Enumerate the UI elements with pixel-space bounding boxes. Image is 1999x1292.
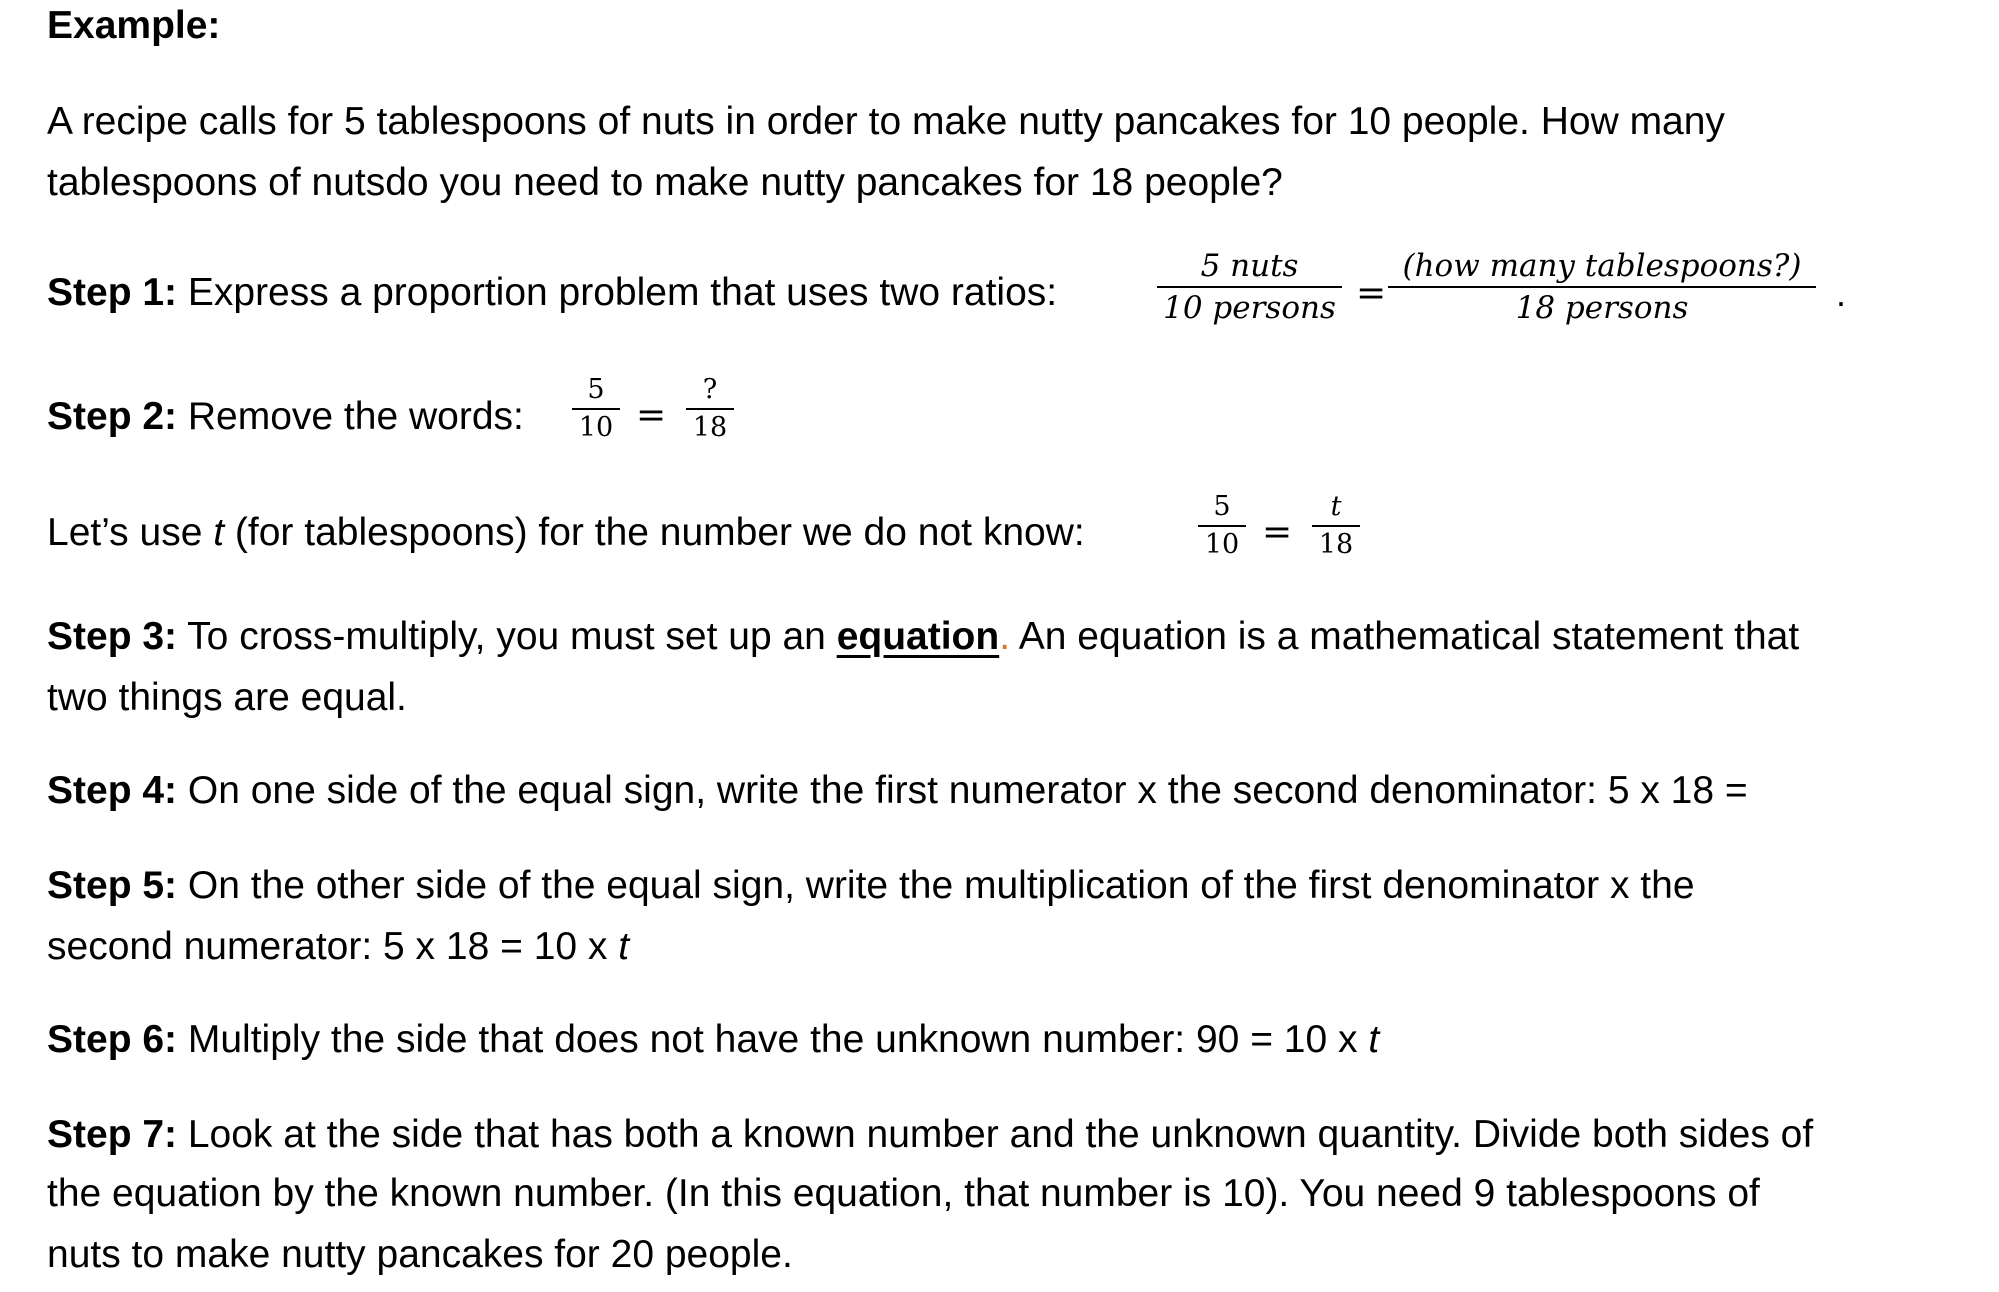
- lets-use-variable: t: [213, 511, 225, 554]
- step7-line-1: [47, 1111, 1813, 1159]
- step1-text: Express a proportion problem that uses two ratios:: [177, 271, 1058, 314]
- step1-frac1-numerator: 5 nuts: [1200, 248, 1299, 284]
- step1-frac2-numerator: (how many tablespoons?): [1402, 248, 1802, 284]
- step3-dot: .: [999, 615, 1011, 658]
- step2-frac1-denominator: 10: [578, 412, 614, 443]
- step1-fraction-1: [1157, 246, 1342, 328]
- example-heading: [47, 2, 220, 50]
- step1-line: [47, 269, 1057, 317]
- step3-line-2: two things are equal.: [47, 676, 407, 719]
- lets-use-frac2-numerator: t: [1330, 491, 1342, 522]
- lets-use-pre: Let’s use: [47, 511, 214, 554]
- lets-use-equals: =: [1262, 512, 1293, 553]
- step3-label: Step 3:: [47, 615, 178, 658]
- lets-use-line: [47, 509, 1085, 557]
- step1-period: .: [1836, 273, 1847, 314]
- step2-frac1-numerator: 5: [587, 374, 605, 405]
- step6-variable: t: [1368, 1018, 1380, 1061]
- step1-label: Step 1:: [47, 271, 178, 314]
- step4-text: On one side of the equal sign, write the first numerator x the second denominator: 5 x 18 =: [177, 769, 1748, 812]
- step7-line1-text: Look at the side that has both a known number and the unknown quantity. Divide both sides of: [177, 1113, 1814, 1156]
- lets-use-frac1-numerator: 5: [1213, 491, 1231, 522]
- problem-line-2: tablespoons of nutsdo you need to make nutty pancakes for 18 people?: [47, 161, 1283, 204]
- step7-line-3: nuts to make nutty pancakes for 20 people.: [47, 1233, 793, 1276]
- step2-frac2-numerator: ?: [702, 374, 718, 405]
- lets-use-fraction-2: [1312, 489, 1360, 563]
- step2-line: [47, 393, 524, 441]
- step2-label: Step 2:: [47, 395, 178, 438]
- step3-line-1: [47, 613, 1799, 661]
- step3-post: An equation is a mathematical statement that: [1010, 615, 1800, 658]
- step2-fraction-2: [686, 372, 734, 446]
- lets-use-post: (for tablespoons) for the number we do not know:: [224, 511, 1085, 554]
- step1-frac1-denominator: 10 persons: [1163, 290, 1336, 326]
- step6-line: [47, 1016, 1379, 1064]
- lets-use-frac2-denominator: 18: [1318, 529, 1354, 560]
- step4-label: Step 4:: [47, 769, 178, 812]
- equation-keyword: equation: [836, 615, 1000, 658]
- step7-label: Step 7:: [47, 1113, 178, 1156]
- lets-use-frac1-denominator: 10: [1204, 529, 1240, 560]
- step5-line-1: [47, 862, 1695, 910]
- step5-text: On the other side of the equal sign, write the multiplication of the first denominator x the: [177, 864, 1695, 907]
- problem-line-1: A recipe calls for 5 tablespoons of nuts in order to make nutty pancakes for 10 people. How many: [47, 100, 1725, 143]
- step5-label: Step 5:: [47, 864, 178, 907]
- step5-line2-pre: second numerator: 5 x 18 = 10 x: [47, 925, 619, 968]
- step7-line-2: the equation by the known number. (In this equation, that number is 10). You need 9 tablespoons of: [47, 1172, 1760, 1215]
- step2-frac2-denominator: 18: [692, 412, 728, 443]
- step3-pre: To cross-multiply, you must set up an: [177, 615, 837, 658]
- step4-line: [47, 767, 1748, 815]
- step2-fraction-1: [572, 372, 620, 446]
- step6-label: Step 6:: [47, 1018, 178, 1061]
- step1-frac2-denominator: 18 persons: [1515, 290, 1689, 326]
- step2-text: Remove the words:: [177, 395, 524, 438]
- heading-text: Example:: [47, 4, 221, 47]
- step5-variable: t: [618, 925, 630, 968]
- step5-line-2: [47, 923, 629, 971]
- lets-use-fraction-1: [1198, 489, 1246, 563]
- step1-fraction-2: [1388, 246, 1816, 328]
- step2-equals: =: [636, 395, 667, 436]
- step1-equals: =: [1356, 273, 1387, 314]
- step6-text: Multiply the side that does not have the unknown number: 90 = 10 x: [177, 1018, 1369, 1061]
